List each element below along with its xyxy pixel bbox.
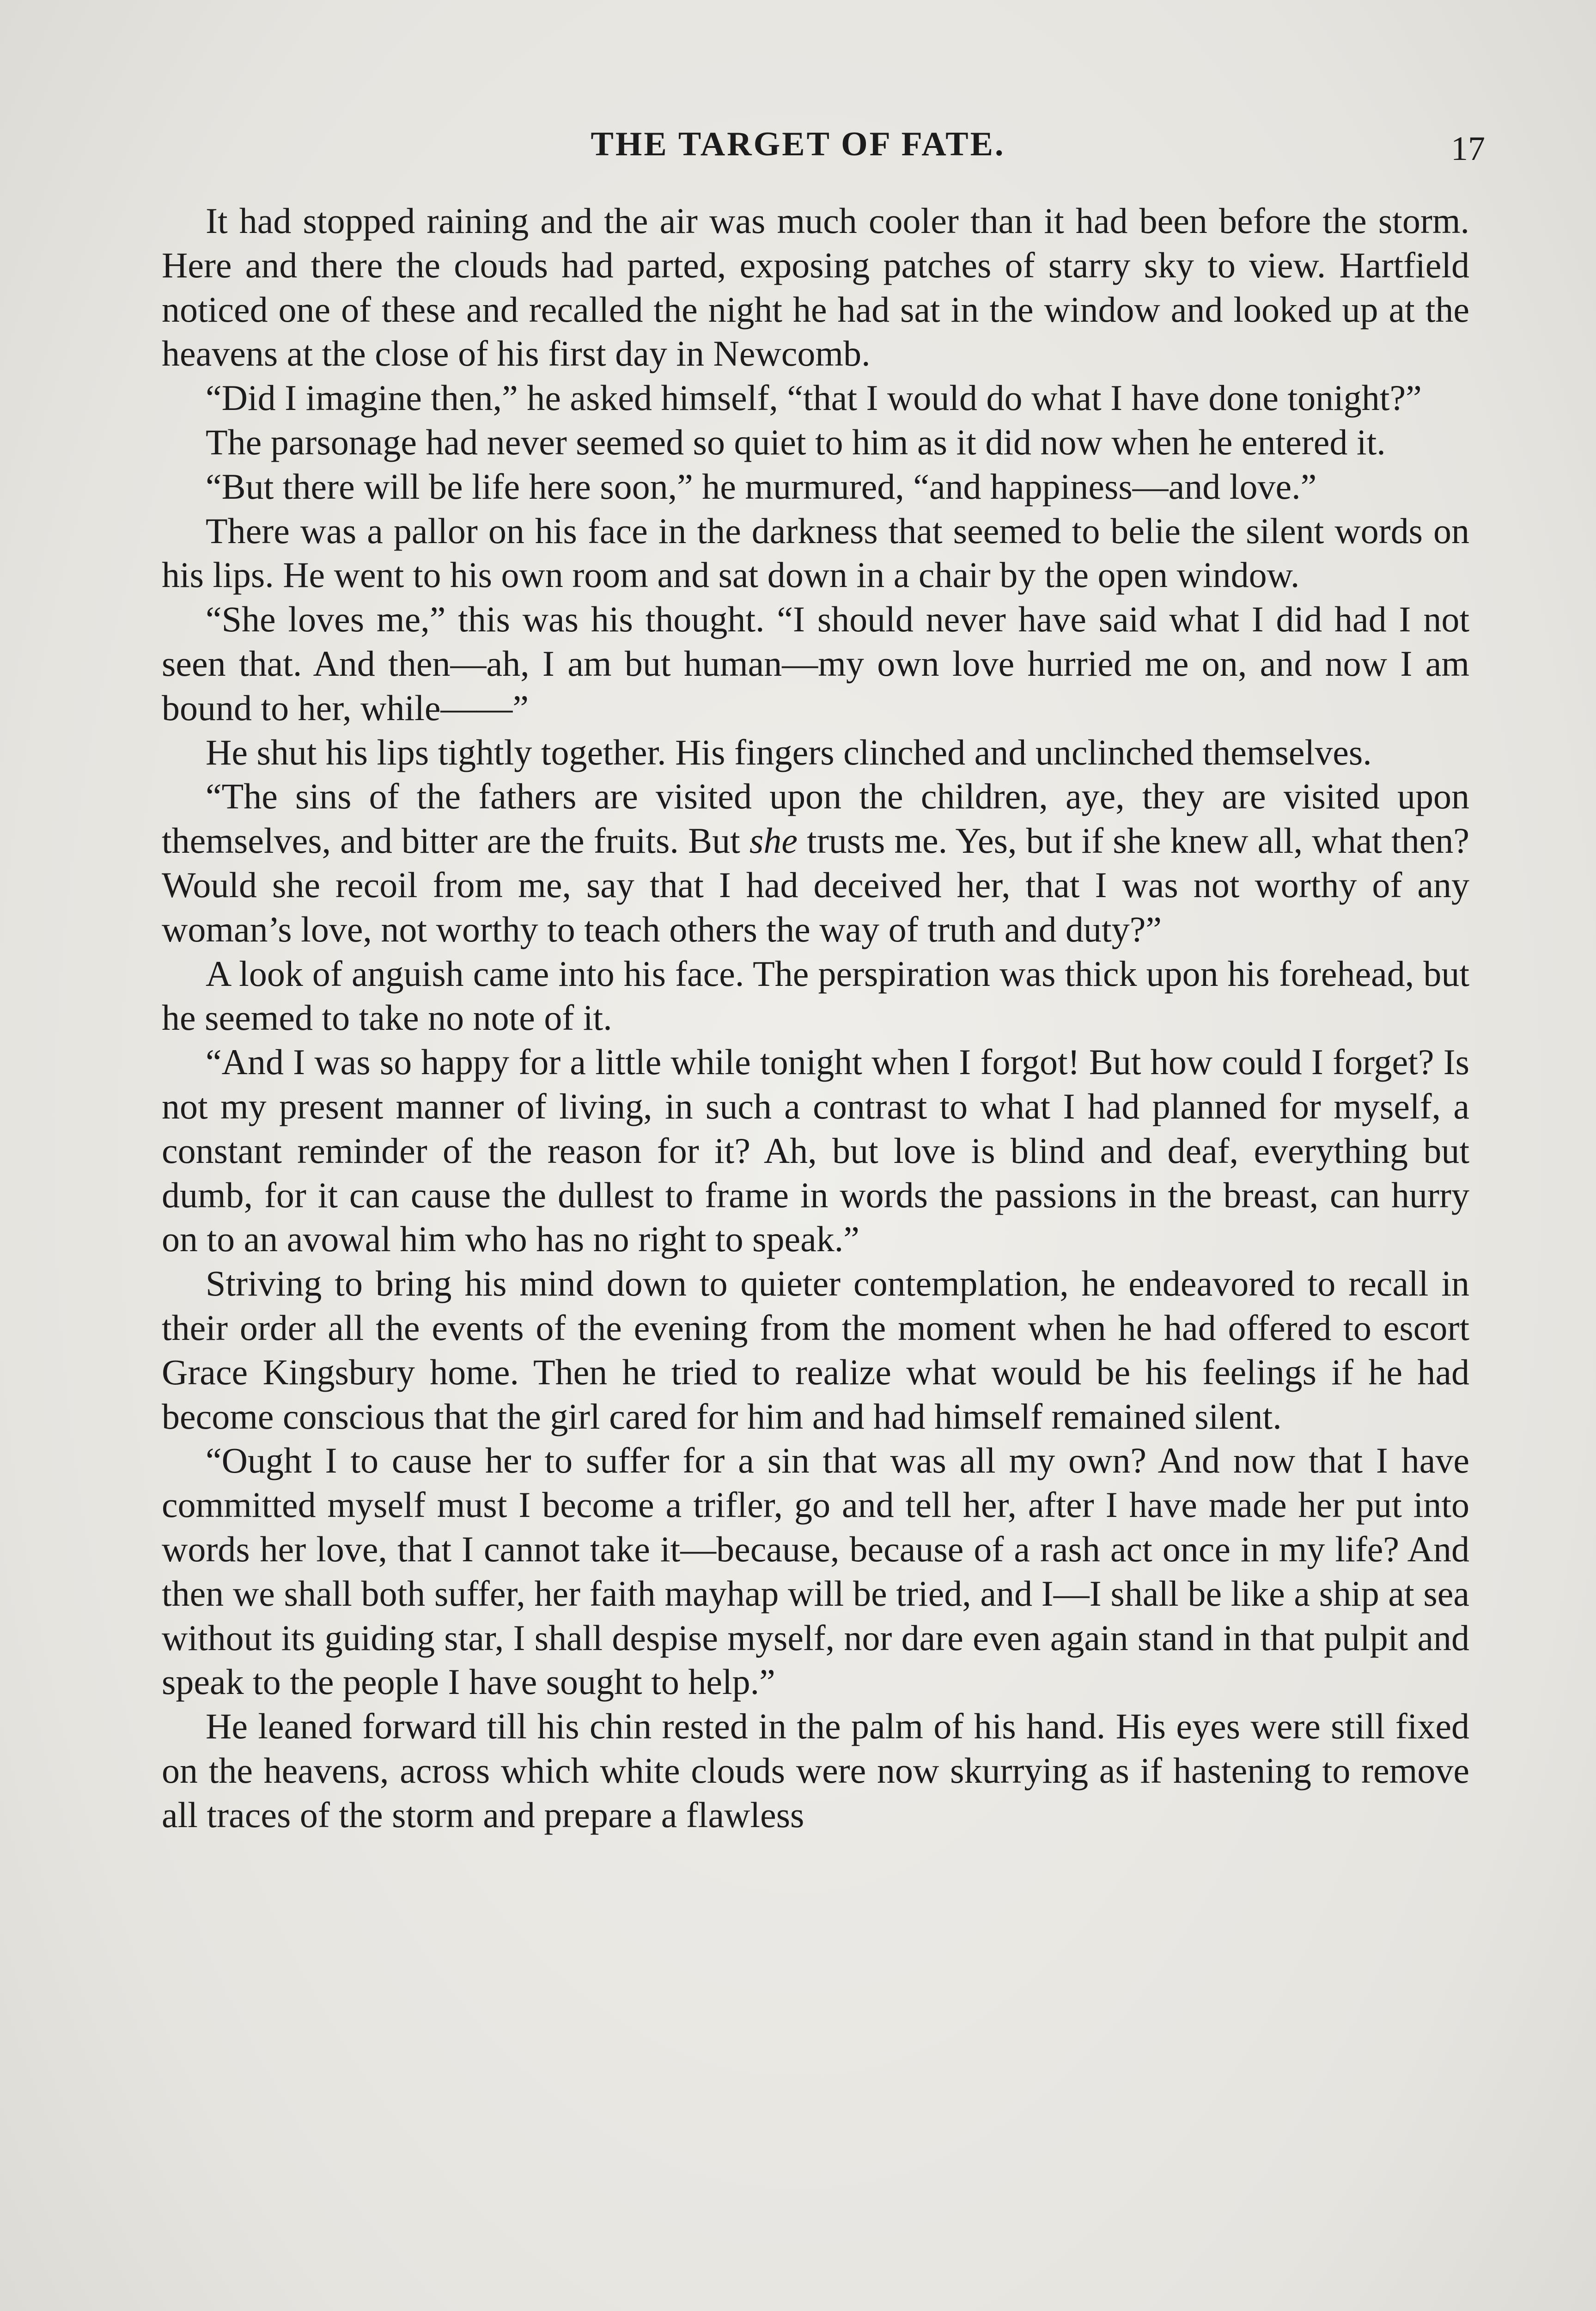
running-title: THE TARGET OF FATE.	[591, 125, 1005, 163]
paragraph-6: “She loves me,” this was his thought. “I should never have said what I did had I not seen that. And then—ah, I am but human—my own love hurried me on, and now I am bound to her, while——”	[162, 599, 1469, 728]
paragraph-3: The parsonage had never seemed so quiet to him as it did now when he entered it.	[206, 422, 1386, 462]
paragraph-1: It had stopped raining and the air was much cooler than it had been before the storm. Here and there the clouds had parted, exposing patches of starry sky to view. Hartfield noticed one of these and recalled the night he had sat in the window and looked up at the heavens at the close of his first day in Newcomb.	[162, 201, 1469, 374]
paragraph-11: Striving to bring his mind down to quieter contemplation, he endeavored to recall in their order all the events of the evening from the moment when he had offered to escort Grace Kingsbury home. Then he tried to realize what would be his feelings if he had become conscious that the girl cared for him and had himself remained silent.	[162, 1263, 1469, 1437]
paragraph-9: A look of anguish came into his face. The perspiration was thick upon his forehead, but he seemed to take no note of it.	[162, 953, 1469, 1038]
emphasis-she: she	[749, 820, 798, 861]
paragraph-12: “Ought I to cause her to suffer for a sin that was all my own? And now that I have committed myself must I become a trifler, go and tell her, after I have made her put into words her love, that I cannot take it—because, because of a rash act once in my life? And then we shall both suffer, her faith mayhap will be tried, and I—I shall be like a ship at sea without its guiding star, I shall despise myself, nor dare even again stand in that pulpit and speak to the people I have sought to help.”	[162, 1440, 1469, 1702]
paragraph-13: He leaned forward till his chin rested in the palm of his hand. His eyes were still fixed on the heavens, across which white clouds were now skurrying as if hastening to remove all traces of the storm and prepare a flawless	[162, 1706, 1469, 1835]
paragraph-4: “But there will be life here soon,” he murmured, “and happiness—and love.”	[206, 466, 1317, 507]
page-header	[0, 125, 1596, 176]
paragraph-8	[162, 774, 1469, 951]
page-number: 17	[1451, 130, 1485, 168]
paragraph-8-after: trusts me. Yes, but if she knew all, what then? Would she recoil from me, say that I had deceived her, that I was not worthy of any woman’s love, not worthy to teach others the way of truth and duty?”	[162, 820, 1469, 949]
paragraph-2: “Did I imagine then,” he asked himself, “that I would do what I have done tonight?”	[206, 378, 1422, 418]
paragraph-10: “And I was so happy for a little while tonight when I forgot! But how could I forget? Is not my present manner of living, in such a contrast to what I had planned for myself, a constant reminder of the reason for it? Ah, but love is blind and deaf, everything but dumb, for it can cause the dullest to frame in words the passions in the breast, can hurry on to an avowal him who has no right to speak.”	[162, 1042, 1469, 1259]
paragraph-7: He shut his lips tightly together. His fingers clinched and unclinched themselves.	[206, 732, 1372, 772]
paragraph-8-before: “The sins of the fathers are visited upon the children, aye, they are visited upon themselves, and bitter are the fruits. But	[162, 776, 1469, 861]
body-text	[162, 199, 1469, 1837]
paragraph-5: There was a pallor on his face in the darkness that seemed to belie the silent words on his lips. He went to his own room and sat down in a chair by the open window.	[162, 510, 1469, 595]
